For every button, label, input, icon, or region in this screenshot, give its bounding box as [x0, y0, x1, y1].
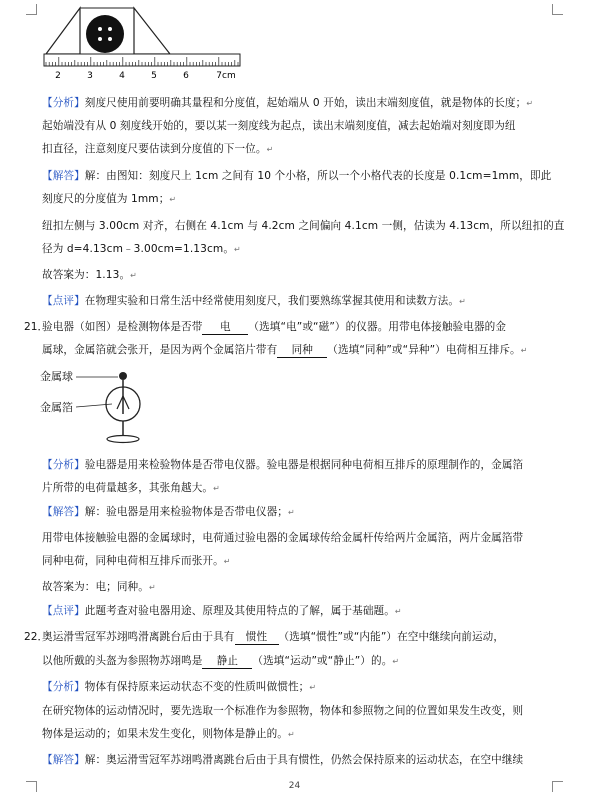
q20-final-answer: 故答案为：1.13。↵ [42, 269, 137, 281]
answer-tag: 【解答】 [42, 170, 85, 182]
question-number: 22． [24, 631, 49, 643]
ruler-tick-labels [55, 71, 236, 81]
q21-analysis-line: 片所带的电荷量越多，其张角越大。↵ [42, 482, 220, 494]
answer-tag: 【解答】 [42, 754, 85, 766]
q22-stem-line: 奥运滑雪冠军苏翊鸣滑离跳台后由于具有 惯性 （选填“惯性”或“内能”）在空中继续向前运动， [42, 631, 505, 643]
q20-answer-line: 纽扣左侧与 3.00cm 对齐，右侧在 4.1cm 与 4.2cm 之间偏向 4.1cm 一侧，估读为 4.13cm，所以纽扣的直 [42, 220, 565, 232]
q20-analysis-line: 起始端没有从 0 刻度线开始的，要以某一刻度线为起点，读出末端刻度值，减去起始端对刻度即为纽 [42, 120, 516, 132]
q22-stem-line: 以他所戴的头盔为参照物苏翊鸣是 静止 （选填“运动”或“静止”）的。↵ [42, 655, 400, 667]
analysis-tag: 【分析】 [42, 459, 85, 471]
electroscope-figure [40, 366, 150, 450]
label-metal-foil: 金属箔 [40, 401, 73, 414]
q21-stem-line: 属球，金属箔就会张开，是因为两个金属箔片带有 同种 （选填“同种”或“异种”）电荷相互排斥。↵ [42, 344, 528, 356]
q22-analysis-line: 【分析】物体有保持原来运动状态不变的性质叫做惯性；↵ [42, 681, 317, 693]
tick-label: 3 [87, 71, 93, 81]
tick-label: 4 [119, 71, 125, 81]
q20-answer-line: 刻度尺的分度值为 1mm；↵ [42, 193, 177, 205]
q21-final-answer: 故答案为：电；同种。↵ [42, 581, 156, 593]
comment-tag: 【点评】 [42, 605, 85, 617]
q21-stem-line: 验电器（如图）是检测物体是否带 电 （选填“电”或“磁”）的仪器。用带电体接触验电器的金 [42, 321, 507, 333]
q21-comment-line: 【点评】此题考查对验电器用途、原理及其使用特点的了解，属于基础题。↵ [42, 605, 402, 617]
answer-tag: 【解答】 [42, 506, 85, 518]
corner-mark [552, 4, 563, 15]
analysis-tag: 【分析】 [42, 681, 85, 693]
page-number: 24 [288, 781, 301, 791]
button-disk [86, 15, 124, 53]
answer-blank: 静止 [202, 654, 252, 669]
answer-blank: 同种 [277, 343, 327, 358]
tick-label: 6 [183, 71, 189, 81]
tick-label: 7cm [216, 71, 236, 81]
tick-label: 5 [151, 71, 157, 81]
q21-answer-line: 同种电荷，同种电荷相互排斥而张开。↵ [42, 555, 231, 567]
q21-answer-line: 【解答】解：验电器是用来检验物体是否带电仪器；↵ [42, 506, 295, 518]
q20-comment-line: 【点评】在物理实验和日常生活中经常使用刻度尺，我们要熟练掌握其使用和读数方法。↵ [42, 295, 466, 307]
left-triangle [46, 8, 80, 54]
right-triangle [134, 8, 170, 54]
q21-analysis-line: 【分析】验电器是用来检验物体是否带电仪器。验电器是根据同种电荷相互排斥的原理制作的，金属箔 [42, 459, 524, 471]
q20-answer-line: 【解答】解：由图知：刻度尺上 1cm 之间有 10 个小格，所以一个小格代表的长度是 0.1cm=1mm，即此 [42, 170, 552, 182]
electroscope-base [107, 436, 139, 443]
analysis-tag: 【分析】 [42, 97, 85, 109]
metal-ball [119, 372, 127, 380]
answer-blank: 惯性 [235, 630, 279, 645]
q22-analysis-line: 物体是运动的；如果未发生变化，则物体是静止的。↵ [42, 728, 295, 740]
q22-answer-line: 【解答】解：奥运滑雪冠军苏翊鸣滑离跳台后由于具有惯性，仍然会保持原来的运动状态，在空中继续 [42, 754, 524, 766]
q20-analysis-line: 【分析】刻度尺使用前要明确其量程和分度值，起始端从 0 开始，读出末端刻度值，就是物体的长度；↵ [42, 97, 534, 109]
q21-answer-line: 用带电体接触验电器的金属球时，电荷通过验电器的金属球传给金属杆传给两片金属箔，两片金属箔带 [42, 532, 524, 544]
q20-analysis-line: 扣直径，注意刻度尺要估读到分度值的下一位。↵ [42, 143, 274, 155]
q22-analysis-line: 在研究物体的运动情况时，要先选取一个标准作为参照物，物体和参照物之间的位置如果发生改变，则 [42, 705, 524, 717]
label-metal-ball: 金属球 [40, 370, 73, 383]
answer-blank: 电 [202, 320, 248, 335]
comment-tag: 【点评】 [42, 295, 85, 307]
ruler-figure [36, 2, 246, 84]
q20-answer-line: 径为 d=4.13cm﹣3.00cm=1.13cm。↵ [42, 243, 241, 255]
metal-foil [123, 396, 129, 409]
metal-foil [117, 396, 123, 409]
tick-label: 2 [55, 71, 61, 81]
question-number: 21． [24, 321, 49, 333]
